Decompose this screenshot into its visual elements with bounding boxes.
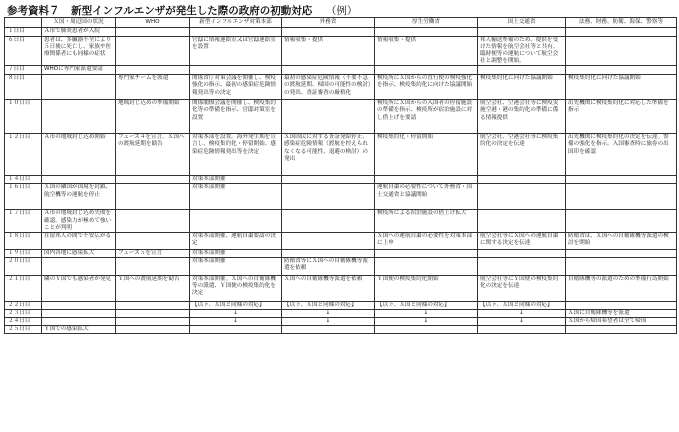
x-country-status-cell: Ａ市の地域封じ込め開始 [42,134,116,176]
who-cell [116,309,190,317]
table-row [5,318,677,326]
task-force-cell: 関係閣僚会議を開催し、検疫集約化等の準備を指示、官邸対策室を設置 [190,100,282,134]
table-row [5,100,677,134]
health-ministry-cell: 【以下、Ｘ国と同様の対応】 [375,301,478,309]
day-cell: １２日目 [5,134,42,176]
other-agencies-cell: 検疫集約化に向けた協議開始 [566,75,677,100]
who-cell [116,28,190,37]
table-row [5,309,677,317]
table-row [5,75,677,100]
transport-ministry-cell: ↓ [478,318,566,326]
transport-ministry-cell [478,184,566,210]
day-cell: ２１日目 [5,275,42,301]
foreign-ministry-cell: 最初の感染症危険情報（不要不急の渡航延期、帰国の可能性の検討）の発出、査証審査の厳格化 [282,75,375,100]
other-agencies-cell: Ｘ国に自衛隊機等を派遣 [566,309,677,317]
health-ministry-cell [375,66,478,75]
x-country-status-cell: Ｘ国の隣国が国境を封鎖、航空機等の運航を停止 [42,184,116,210]
who-cell [116,176,190,184]
day-cell: １４日目 [5,176,42,184]
x-country-status-cell: 隣のＹ国でも感染者が発見 [42,275,116,301]
transport-ministry-cell: 【以下、Ｘ国と同様の対応】 [478,301,566,309]
transport-ministry-cell: 邦人輸送準備のため、提供を受けた情報を航空会社等と共有。臨時便等の運航について航空会社と調整を開始。 [478,37,566,66]
who-cell: 地域封じ込めの準備開始 [116,100,190,134]
x-country-status-cell: Ｙ国での感染拡大 [42,326,116,334]
table-row [5,134,677,176]
who-cell [116,232,190,249]
other-agencies-cell [566,210,677,232]
health-ministry-cell: 運航自粛の必要性について外務省・国土交通省と協議開始 [375,184,478,210]
transport-ministry-cell [478,176,566,184]
task-force-cell [190,28,282,37]
x-country-status-cell [42,318,116,326]
who-cell: フェーズ５を宣言 [116,249,190,257]
day-cell: １８日目 [5,232,42,249]
task-force-header: 新型インフルエンザ対策本部 [190,18,282,28]
health-ministry-cell: 検疫所による宿泊施設の借上げ拡大 [375,210,478,232]
transport-ministry-cell: 航空会社、空港会社等に検疫集約化の決定を伝達 [478,134,566,176]
x-country-status-cell: Ａ市で肺炎患者が入院 [42,28,116,37]
foreign-ministry-cell: ↓ [282,318,375,326]
transport-ministry-cell [478,326,566,334]
health-ministry-cell: 情報収集・提供 [375,37,478,66]
health-ministry-cell: ↓ [375,309,478,317]
task-force-cell: ↓ [190,309,282,317]
foreign-ministry-cell: Ｘ国国民に対する査証発給停止、感染症危険情報（渡航を控えられなくなる可能性、退避の検討）の発出 [282,134,375,176]
who-cell: 専門家チームを派遣 [116,75,190,100]
day-cell: ７日目 [5,66,42,75]
health-ministry-cell [375,326,478,334]
health-ministry-cell [375,257,478,275]
day-cell: ２４日目 [5,318,42,326]
task-force-cell: ↓ [190,318,282,326]
other-agencies-cell [566,301,677,309]
transport-ministry-cell: 航空会社等にＸ国への運航自粛に関する決定を伝達 [478,232,566,249]
transport-ministry-cell: 航空会社等にＹ国便の検疫集約化の決定を伝達 [478,275,566,301]
table-row [5,28,677,37]
day-cell: ８日目 [5,75,42,100]
x-country-status-cell: Ａ市の地域封じ込め失敗を確認。感染力が極めて強いことが判明 [42,210,116,232]
other-agencies-cell: 出先機関に検疫集約化に対応した準備を指示 [566,100,677,134]
foreign-ministry-cell [282,100,375,134]
health-ministry-cell [375,28,478,37]
table-row [5,232,677,249]
foreign-ministry-cell: 情報収集・提供 [282,37,375,66]
title-example: （例） [325,5,358,17]
foreign-ministry-cell [282,249,375,257]
day-cell: ２５日目 [5,326,42,334]
transport-ministry-cell: 航空会社、空港会社等に検疫実施空港・港の集約化の準備に係る情報提供 [478,100,566,134]
x-country-status-cell: WHOに専門家派遣要請 [42,66,116,75]
day-cell: ６日目 [5,37,42,66]
day-cell: ２２日目 [5,301,42,309]
who-cell [116,66,190,75]
who-header: WHO [116,18,190,28]
table-row [5,210,677,232]
who-cell [116,301,190,309]
who-cell [116,210,190,232]
transport-ministry-cell: ↓ [478,309,566,317]
task-force-cell: 対策本部を設置。海外発生期を宣言し、検疫集約化・停留開始、感染症危険情報発出等を決定 [190,134,282,176]
response-timeline-table [4,17,677,334]
task-force-cell: 【以下、Ｘ国と同様の対応】 [190,301,282,309]
task-force-cell: 対策本部開催 [190,249,282,257]
other-agencies-cell [566,66,677,75]
table-row [5,184,677,210]
x-country-status-cell: 国内各地に感染拡大 [42,249,116,257]
who-cell [116,318,190,326]
x-country-status-header: Ｘ国・周辺国の状況 [42,18,116,28]
other-agencies-cell [566,326,677,334]
task-force-cell [190,326,282,334]
health-ministry-cell: 検疫所にＸ国からの直行便の検疫強化を指示、検疫集約化に向けた協議開始 [375,75,478,100]
other-agencies-cell [566,37,677,66]
transport-ministry-cell [478,66,566,75]
foreign-ministry-cell: Ｘ国への自衛隊機等派遣を依頼 [282,275,375,301]
x-country-status-cell: 在留邦人の間で不安広がる [42,232,116,249]
task-force-cell: 対策本部開催 [190,184,282,210]
task-force-cell: 関係省庁対策会議を開催し、検疫強化の指示、最初の感染症危険情報発出等の決定 [190,75,282,100]
health-ministry-cell: Ｘ国への運航自粛の必要性を対策本部に上申 [375,232,478,249]
foreign-ministry-cell [282,210,375,232]
health-ministry-header: 厚生労働省 [375,18,478,28]
foreign-ministry-cell: 【以下、Ｘ国と同様の対応】 [282,301,375,309]
title-text: 新型インフルエンザが発生した際の政府の初動対応 [71,5,313,17]
task-force-cell: 対策本部開催 [190,257,282,275]
other-agencies-cell: Ｘ国から帰国希望者は全て帰国 [566,318,677,326]
foreign-ministry-cell [282,232,375,249]
task-force-cell [190,210,282,232]
day-cell: １０日目 [5,100,42,134]
table-row [5,257,677,275]
day-cell: ２３日目 [5,309,42,317]
transport-ministry-cell [478,249,566,257]
day-cell: ２０日目 [5,257,42,275]
x-country-status-cell [42,75,116,100]
other-agencies-cell [566,28,677,37]
other-agencies-cell: 防衛省は、Ｘ国への自衛隊機等派遣の検討を開始 [566,232,677,249]
table-row [5,326,677,334]
who-cell: Ｙ国への渡航延期を勧告 [116,275,190,301]
other-agencies-cell [566,184,677,210]
who-cell [116,37,190,66]
other-agencies-cell [566,249,677,257]
health-ministry-cell [375,176,478,184]
who-cell [116,184,190,210]
foreign-ministry-cell [282,66,375,75]
who-cell: フェーズ４を宣言。Ｘ国への渡航延期を勧告 [116,134,190,176]
task-force-cell: 対策本部開催 [190,176,282,184]
table-header-row [5,18,677,28]
task-force-cell [190,66,282,75]
x-country-status-cell [42,100,116,134]
who-cell [116,257,190,275]
other-agencies-header: 法務、財務、防衛、海保、警察等 [566,18,677,28]
reference-number: 参考資料７ [7,5,60,17]
foreign-ministry-cell [282,28,375,37]
health-ministry-cell: 検疫集約化・停留開始 [375,134,478,176]
other-agencies-cell: 出先機関に検疫集約化の決定を伝達。警備の強化を指示。入国審査時に旅券の出国印を確認 [566,134,677,176]
x-country-status-cell [42,309,116,317]
x-country-status-cell [42,257,116,275]
transport-ministry-cell [478,210,566,232]
day-column-header [5,18,42,28]
table-row [5,301,677,309]
document-title [7,3,357,18]
foreign-ministry-cell: ↓ [282,309,375,317]
who-cell [116,326,190,334]
task-force-cell: 対策本部開催、運航自粛要請の決定 [190,232,282,249]
day-cell: １６日目 [5,184,42,210]
task-force-cell: 官邸に情報連絡室又は官邸連絡室を設置 [190,37,282,66]
transport-ministry-cell: 検疫集約化に向けた協議開始 [478,75,566,100]
table-row [5,66,677,75]
other-agencies-cell: 自衛隊機等の派遣のための準備行為開始 [566,275,677,301]
table-row [5,249,677,257]
table-row [5,37,677,66]
health-ministry-cell: ↓ [375,318,478,326]
transport-ministry-header: 国土交通省 [478,18,566,28]
table-row [5,176,677,184]
x-country-status-cell [42,301,116,309]
foreign-ministry-cell: 防衛省等にＸ国への自衛隊機等派遣を依頼 [282,257,375,275]
foreign-ministry-cell [282,326,375,334]
task-force-cell: 対策本部開催。Ｘ国への自衛隊機等の派遣、Ｙ国便の検疫集約化を決定 [190,275,282,301]
foreign-ministry-cell [282,184,375,210]
other-agencies-cell [566,257,677,275]
foreign-ministry-cell [282,176,375,184]
health-ministry-cell: Ｙ国便の検疫集約化開始 [375,275,478,301]
day-cell: １７日目 [5,210,42,232]
day-cell: １９日目 [5,249,42,257]
x-country-status-cell: 患者は、多臓器不全により５日後に死亡し、家族や医療関係者にも同様の症状 [42,37,116,66]
foreign-ministry-header: 外務省 [282,18,375,28]
day-cell: １日目 [5,28,42,37]
table-row [5,275,677,301]
x-country-status-cell [42,176,116,184]
transport-ministry-cell [478,257,566,275]
transport-ministry-cell [478,28,566,37]
health-ministry-cell [375,249,478,257]
health-ministry-cell: 検疫所にＸ国からの入国者の停留施設の準備を指示、検疫所が宿泊施設に対し借上げを要請 [375,100,478,134]
other-agencies-cell [566,176,677,184]
